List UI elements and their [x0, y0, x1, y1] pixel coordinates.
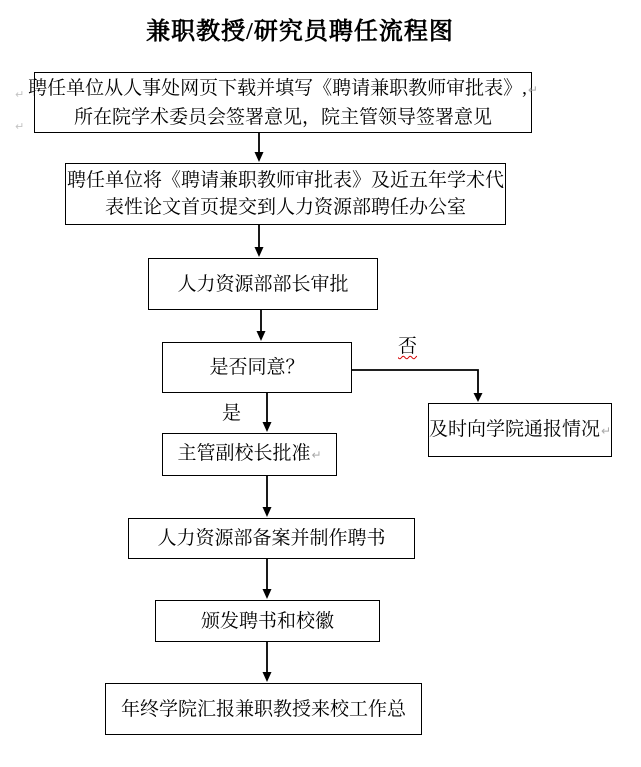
- return-mark: ↵: [311, 448, 322, 462]
- paragraph-mark: ↵: [15, 120, 25, 133]
- yes-branch-label: 是: [222, 403, 242, 424]
- arrow-decision-notify: [352, 370, 478, 393]
- step-issue-letter-badge: [155, 600, 380, 642]
- return-mark: ↵: [600, 423, 612, 438]
- step-text: 聘任单位从人事处网页下载并填写《聘请兼职教师审批表》,: [28, 77, 527, 99]
- step-text: 主管副校长批准: [177, 443, 311, 464]
- step-notify-college: [428, 403, 612, 457]
- step-text: 所在院学术委员会签署意见，院主管领导签署意见: [73, 106, 492, 128]
- step-text: 人力资源部备案并制作聘书: [157, 528, 386, 549]
- decision-text: 是否同意？: [209, 357, 305, 378]
- no-label-text: 否: [398, 336, 418, 357]
- step-download-form: [28, 72, 538, 133]
- decision-agree: [162, 342, 352, 393]
- step-submit-materials: [65, 163, 506, 225]
- step-text: 年终学院汇报兼职教授来校工作总: [120, 698, 406, 720]
- step-text: 表性论文首页提交到人力资源部聘任办公室: [104, 197, 466, 218]
- return-mark: ↵: [527, 82, 538, 97]
- flowchart-title: 兼职教授/研究员聘任流程图: [146, 19, 454, 45]
- step-hr-director-approval: [148, 258, 378, 310]
- step-year-end-report: [105, 683, 422, 735]
- no-branch-label: [398, 336, 417, 357]
- step-text: 及时向学院通报情况: [428, 418, 600, 440]
- step-text: 聘任单位将《聘请兼职教师审批表》及近五年学术代: [66, 170, 504, 191]
- step-text: 人力资源部部长审批: [177, 273, 349, 295]
- paragraph-mark: ↵: [15, 88, 25, 101]
- step-text: 颁发聘书和校徽: [200, 610, 334, 632]
- step-vp-approval: [162, 433, 337, 476]
- step-hr-record-make-letter: [128, 518, 415, 559]
